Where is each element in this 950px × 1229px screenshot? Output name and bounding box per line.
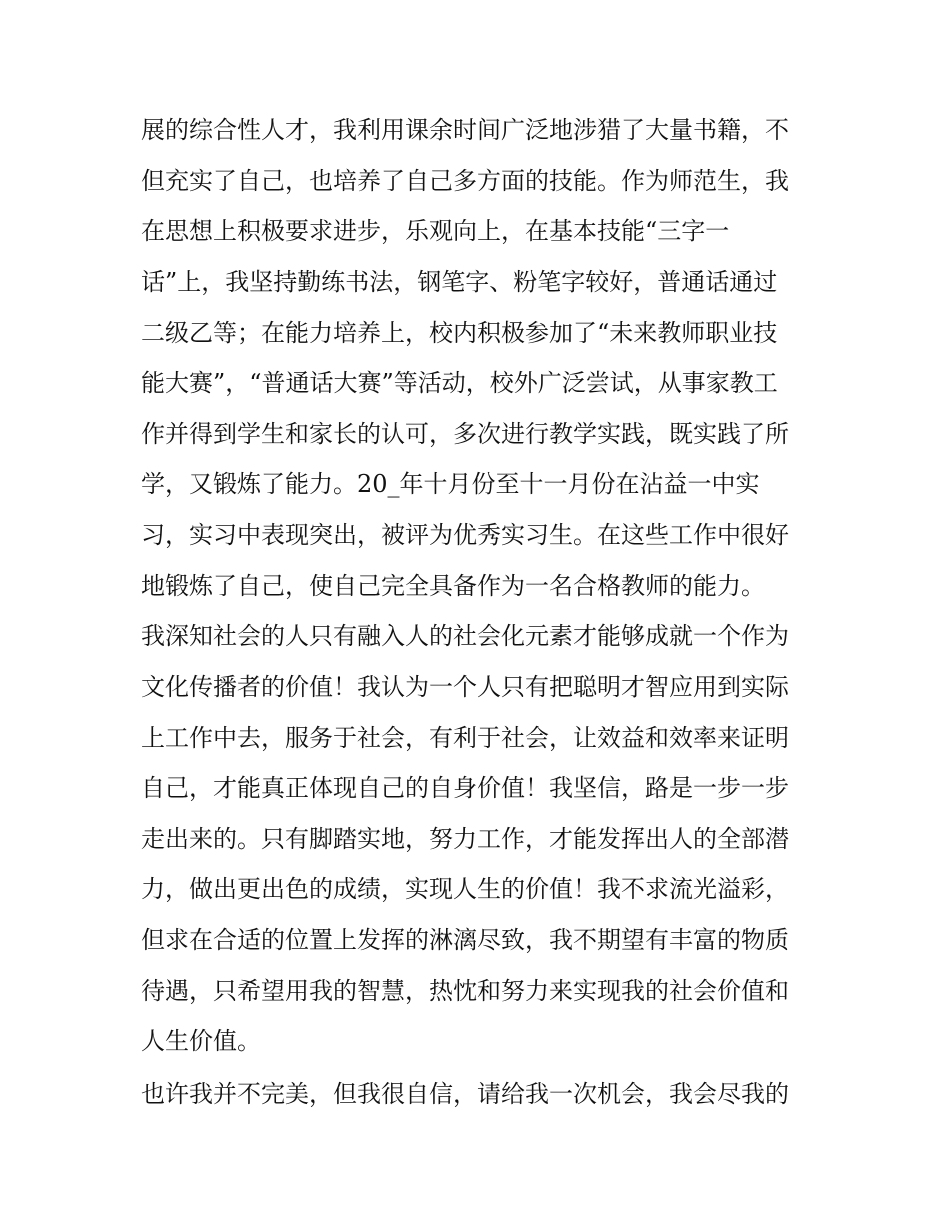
text-line: 但求在合适的位置上发挥的淋漓尽致，我不期望有丰富的物质 bbox=[141, 926, 789, 954]
text-line: 展的综合性人才，我利用课余时间广泛地涉猎了大量书籍，不 bbox=[141, 116, 789, 144]
text-line: 二级乙等；在能力培养上，校内积极参加了“未来教师职业技 bbox=[141, 319, 778, 347]
text-line: 待遇，只希望用我的智慧，热忱和努力来实现我的社会价值和 bbox=[141, 977, 789, 1005]
text-line: 能大赛”，“普通话大赛”等活动，校外广泛尝试，从事家教工 bbox=[141, 369, 778, 397]
text-line: 力，做出更出色的成绩，实现人生的价值！我不求流光溢彩， bbox=[141, 875, 789, 903]
text-line: 人生价值。 bbox=[141, 1027, 261, 1055]
text-line: 上工作中去，服务于社会，有利于社会，让效益和效率来证明 bbox=[141, 724, 789, 752]
text-line: 作并得到学生和家长的认可，多次进行教学实践，既实践了所 bbox=[141, 420, 789, 448]
text-line: 文化传播者的价值！我认为一个人只有把聪明才智应用到实际 bbox=[141, 673, 789, 701]
text-line: 自己，才能真正体现自己的自身价值！我坚信，路是一步一步 bbox=[141, 774, 789, 802]
text-line: 但充实了自己，也培养了自己多方面的技能。作为师范生，我 bbox=[141, 167, 789, 195]
text-line: 地锻炼了自己，使自己完全具备作为一名合格教师的能力。 bbox=[141, 572, 765, 600]
text-line: 习，实习中表现突出，被评为优秀实习生。在这些工作中很好 bbox=[141, 521, 789, 549]
text-line: 也许我并不完美，但我很自信，请给我一次机会，我会尽我的 bbox=[141, 1080, 789, 1108]
text-line: 在思想上积极要求进步，乐观向上，在基本技能“三字一 bbox=[141, 217, 730, 245]
text-line: 话”上，我坚持勤练书法，钢笔字、粉笔字较好，普通话通过 bbox=[141, 268, 778, 296]
text-line: 学，又锻炼了能力。20_年十月份至十一月份在沾益一中实 bbox=[141, 470, 760, 498]
text-line: 走出来的。只有脚踏实地，努力工作，才能发挥出人的全部潜 bbox=[141, 825, 789, 853]
text-line: 我深知社会的人只有融入人的社会化元素才能够成就一个作为 bbox=[141, 622, 789, 650]
